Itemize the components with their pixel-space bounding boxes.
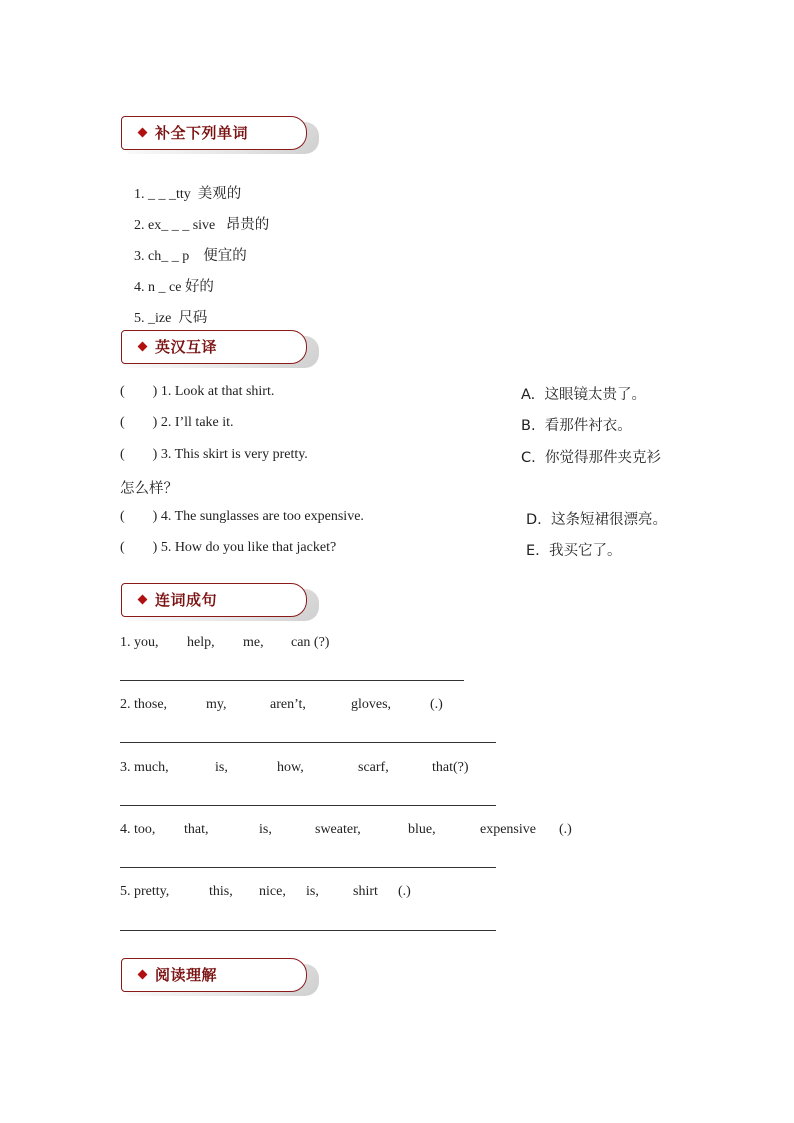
- section-title: 补全下列单词: [155, 124, 249, 142]
- answer-line[interactable]: [120, 867, 496, 868]
- fill-word-item: 5. _ize 尺码: [134, 310, 208, 326]
- translate-question: ( ) 3. This skirt is very pretty.: [120, 447, 308, 462]
- fill-word-item: 2. ex_ _ _ sive 昂贵的: [134, 217, 270, 233]
- worksheet-page: 补全下列单词 1. _ _ _tty 美观的 2. ex_ _ _ sive 昂贵的 3. ch_ _ p 便宜的 4. n _ ce 好的 5. _ize 尺码 英汉互译 ( ) 1. Look at that shirt. A. 这眼镜太贵了。 ( ) 2. I’ll take it. B. 看那件衬衣。 ( ) 3. This skirt is very pretty. C. 你觉得那件夹克衫 怎么样？ ( ) 4. The sunglasses are too expensive. D. 这条短裙很漂亮。 ( ) 5. How do you like that jacket? E. 我买它了。 连词成句 1. you, help, me, can (?) 2. those, my, aren’t, gloves, (.) 3. much, is, how, scarf, that(?) 4. too, that, is, sweater, blue, expensive (.) 5. pretty, this, nice, is, shirt (.) 阅读理解: [0, 0, 794, 1123]
- fill-word-item: 3. ch_ _ p 便宜的: [134, 248, 247, 264]
- section-header-fill-words: [121, 116, 307, 152]
- translate-option-wrap: 怎么样？: [120, 481, 178, 497]
- fill-word-item: 1. _ _ _tty 美观的: [134, 186, 242, 202]
- answer-line[interactable]: [120, 680, 464, 681]
- answer-line[interactable]: [120, 930, 496, 931]
- fill-word-item: 4. n _ ce 好的: [134, 279, 214, 295]
- section-header-reading: [121, 958, 307, 994]
- translate-question: ( ) 5. How do you like that jacket?: [120, 540, 337, 555]
- translate-question: ( ) 2. I’ll take it.: [120, 415, 234, 430]
- translate-option: E. 我买它了。: [526, 543, 622, 559]
- translate-question: ( ) 4. The sunglasses are too expensive.: [120, 509, 364, 524]
- section-title: 阅读理解: [155, 966, 218, 984]
- answer-line[interactable]: [120, 742, 496, 743]
- translate-option: C. 你觉得那件夹克衫: [521, 450, 661, 466]
- translate-option: D. 这条短裙很漂亮。: [526, 512, 667, 528]
- translate-question: ( ) 1. Look at that shirt.: [120, 384, 275, 399]
- section-title: 连词成句: [155, 591, 218, 609]
- translate-option: A. 这眼镜太贵了。: [521, 387, 646, 403]
- section-title: 英汉互译: [155, 338, 218, 356]
- section-header-sentences: [121, 583, 307, 619]
- section-header-translate: [121, 330, 307, 366]
- translate-option: B. 看那件衬衣。: [521, 418, 632, 434]
- answer-line[interactable]: [120, 805, 496, 806]
